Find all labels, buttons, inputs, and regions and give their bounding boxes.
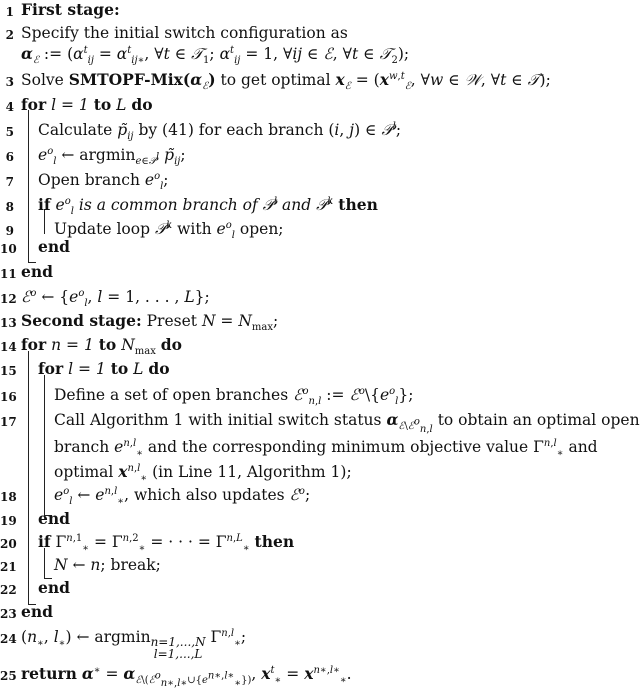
if-keyword: if — [38, 195, 51, 214]
argmin-text: argmin — [79, 146, 136, 164]
solve-line: Solve SMTOPF-$Mix(\alpha_ℰ)$ to get optimal $x_ℰ = (x^{w,t}_ℰ$, ∀w ∈ 𝒲, ∀t ∈ 𝒯); — [21, 70, 551, 93]
to-keyword: to — [98, 335, 117, 354]
smtopf-name: SMTOPF-Mix — [68, 70, 183, 89]
to-keyword: to — [93, 95, 112, 114]
specify-text: Specify the initial switch configuration as — [21, 24, 348, 42]
branch-line: branch $e^{n,l}_∗$ and the corresponding minimum objective value Γ$^{n,l}_∗$ and — [54, 437, 598, 460]
line-number: 11 — [0, 267, 17, 281]
n-init: n = 1 — [51, 336, 94, 354]
line-number: 25 — [0, 669, 17, 683]
L-var: L — [133, 360, 144, 378]
line-number: 8 — [5, 200, 14, 214]
then-keyword: then — [254, 532, 295, 551]
argmin-sub-l: l=1,...,L — [153, 647, 203, 661]
end-keyword: end — [38, 578, 70, 597]
scope-bar-for-l2 — [44, 375, 45, 515]
update-loop-text: Update loop — [54, 220, 151, 238]
and2-text: and — [568, 438, 598, 456]
for-l-line — [21, 95, 153, 115]
is-common-text: is a common branch of — [78, 196, 258, 214]
calculate-line: Calculate $p̃_{ij}$ by (41) for each branch (i, j) ∈ 𝒫$^l$; — [38, 120, 402, 143]
branch-text: branch — [54, 438, 110, 456]
line-number: 15 — [0, 364, 17, 378]
in-line-text: (in Line 11, Algorithm 1); — [152, 463, 352, 481]
argmin-text: argmin — [94, 628, 151, 646]
scope-bar-for-n — [28, 351, 29, 604]
end-keyword: end — [21, 602, 53, 621]
then-keyword: then — [338, 195, 378, 214]
if-gamma-line: if Γ$^{n,1}_∗$ = Γ$^{n,2}_∗$ = · · · = $\Gamma^{n,L}_∗$ then — [38, 532, 295, 555]
optimal-line: optimal $x^{n,l}_∗$ (in Line 11, Algorithm 1); — [54, 462, 352, 485]
switch-config-formula: $\alpha_ℰ$ := ($\alpha^t_{ij} = \alpha^t_{ij∗}$, ∀t ∈ 𝒯$_1$; $\alpha^t_{ij} = 1$, ∀ij ∈ ℰ, ∀t ∈ 𝒯$_2$); — [21, 44, 410, 67]
L-var: L — [116, 96, 127, 114]
line-number: 2 — [5, 28, 14, 42]
and-text: and — [282, 196, 312, 214]
solve-text: Solve — [21, 71, 64, 89]
line-number: 23 — [0, 607, 17, 621]
line-number: 16 — [0, 390, 17, 404]
line-number: 18 — [0, 490, 17, 504]
if-common-line: if $e^o_l$ is a common branch of 𝒫$^l$ and 𝒫$^k$ then — [38, 195, 378, 218]
final-argmin-line: ($n_∗$, $l_∗$) ← argminn=1,...,N l=1,...,L Γ$^{n,l}_∗$; — [21, 627, 247, 661]
for-keyword: for — [21, 95, 47, 114]
for-keyword: for — [21, 335, 47, 354]
line-number: 6 — [5, 150, 14, 164]
for-keyword: for — [38, 359, 64, 378]
line-number: 24 — [0, 632, 17, 646]
line-number: 20 — [0, 537, 17, 551]
do-keyword: do — [131, 95, 153, 114]
line-number: 7 — [5, 175, 14, 189]
to-get-optimal-text: to get optimal — [220, 71, 331, 89]
optimal-text: optimal — [54, 463, 114, 481]
and-corr-text: and the corresponding minimum objective value — [147, 438, 529, 456]
line-number: 22 — [0, 583, 17, 597]
line-number: 3 — [5, 75, 14, 89]
line-number: 4 — [5, 100, 14, 114]
do-keyword: do — [160, 335, 182, 354]
line-number: 12 — [0, 292, 17, 306]
l-init: l = 1 — [51, 96, 89, 114]
end-keyword: end — [38, 237, 70, 256]
to-obtain-text: to obtain an optimal open — [437, 411, 640, 429]
break-text: break; — [110, 556, 161, 574]
for-n-line: for n = 1 to $N_{max}$ do — [21, 335, 182, 358]
end-keyword: end — [21, 262, 53, 281]
open-branch-text: Open branch — [38, 171, 140, 189]
line-number: 14 — [0, 340, 17, 354]
break-line: N ← n; break; — [54, 556, 161, 574]
line-number: 9 — [5, 224, 14, 238]
by41-text: by (41) for each branch — [138, 121, 324, 139]
scope-bar-for-l — [28, 110, 29, 262]
line-number: 1 — [5, 5, 14, 19]
update-loop-line: Update loop 𝒫$^k$ with $e^o_l$ open; — [54, 219, 284, 242]
define-line: Define a set of open branches ℰ$^o_{n,l}$ := $ℰ^o\backslash\{e^o_l\}$; — [54, 385, 414, 408]
calculate-text: Calculate — [38, 121, 113, 139]
call-alg-line: Call Algorithm 1 with initial switch status $\alpha_{ℰ\backslash ℰ^o_{n,l}}$ to obtain an optimal open — [54, 410, 640, 436]
argmin-line: $e^o_l$ ← argmin$_{e\in 𝒫^l}$ $p̃_{ij}$; — [38, 145, 186, 168]
with-text: with — [177, 220, 212, 238]
line-number: 17 — [0, 415, 17, 429]
first-stage-label: First stage: — [21, 0, 120, 19]
call-alg-text: Call Algorithm 1 with initial switch status — [54, 411, 382, 429]
scope-bar-if2 — [44, 548, 45, 578]
to-keyword: to — [110, 359, 129, 378]
argmin-sub-n: n=1,...,N — [150, 635, 206, 649]
eo-set-formula: ℰ$^o$ ← {$e^o_l$, l = 1, . . . , L}; — [21, 287, 210, 310]
preset-text: Preset — [146, 312, 197, 330]
return-keyword: return — [21, 664, 77, 683]
line-number: 5 — [5, 125, 14, 139]
do-keyword: do — [148, 359, 170, 378]
second-stage-line: Second stage: Preset $N = N_{max}$; — [21, 311, 279, 334]
end-keyword: end — [38, 509, 70, 528]
line-number: 13 — [0, 316, 17, 330]
return-line: return $\alpha^∗ = \alpha_{ℰ\backslash(ℰ^o_{n∗,l∗}\cup\{e^{n∗,l∗}_∗\})}$, $x^t_∗ = x^{n∗,l∗}_∗$. — [21, 664, 352, 690]
open-branch-line: Open branch $e^o_l$; — [38, 170, 169, 193]
line-number: 21 — [0, 560, 17, 574]
for-l2-line — [38, 359, 170, 379]
define-text: Define a set of open branches — [54, 386, 289, 404]
update-eo-line: $e^o_l$ ← $e^{n,l}_∗$, which also updates ℰ$^o$; — [54, 485, 311, 508]
which-also-text: , which also updates — [124, 486, 285, 504]
line-number: 10 — [0, 242, 17, 256]
l-init: l = 1 — [68, 360, 106, 378]
second-stage-label: Second stage: — [21, 311, 142, 330]
line-number: 19 — [0, 514, 17, 528]
open-text: open; — [239, 220, 284, 238]
if-keyword: if — [38, 532, 51, 551]
